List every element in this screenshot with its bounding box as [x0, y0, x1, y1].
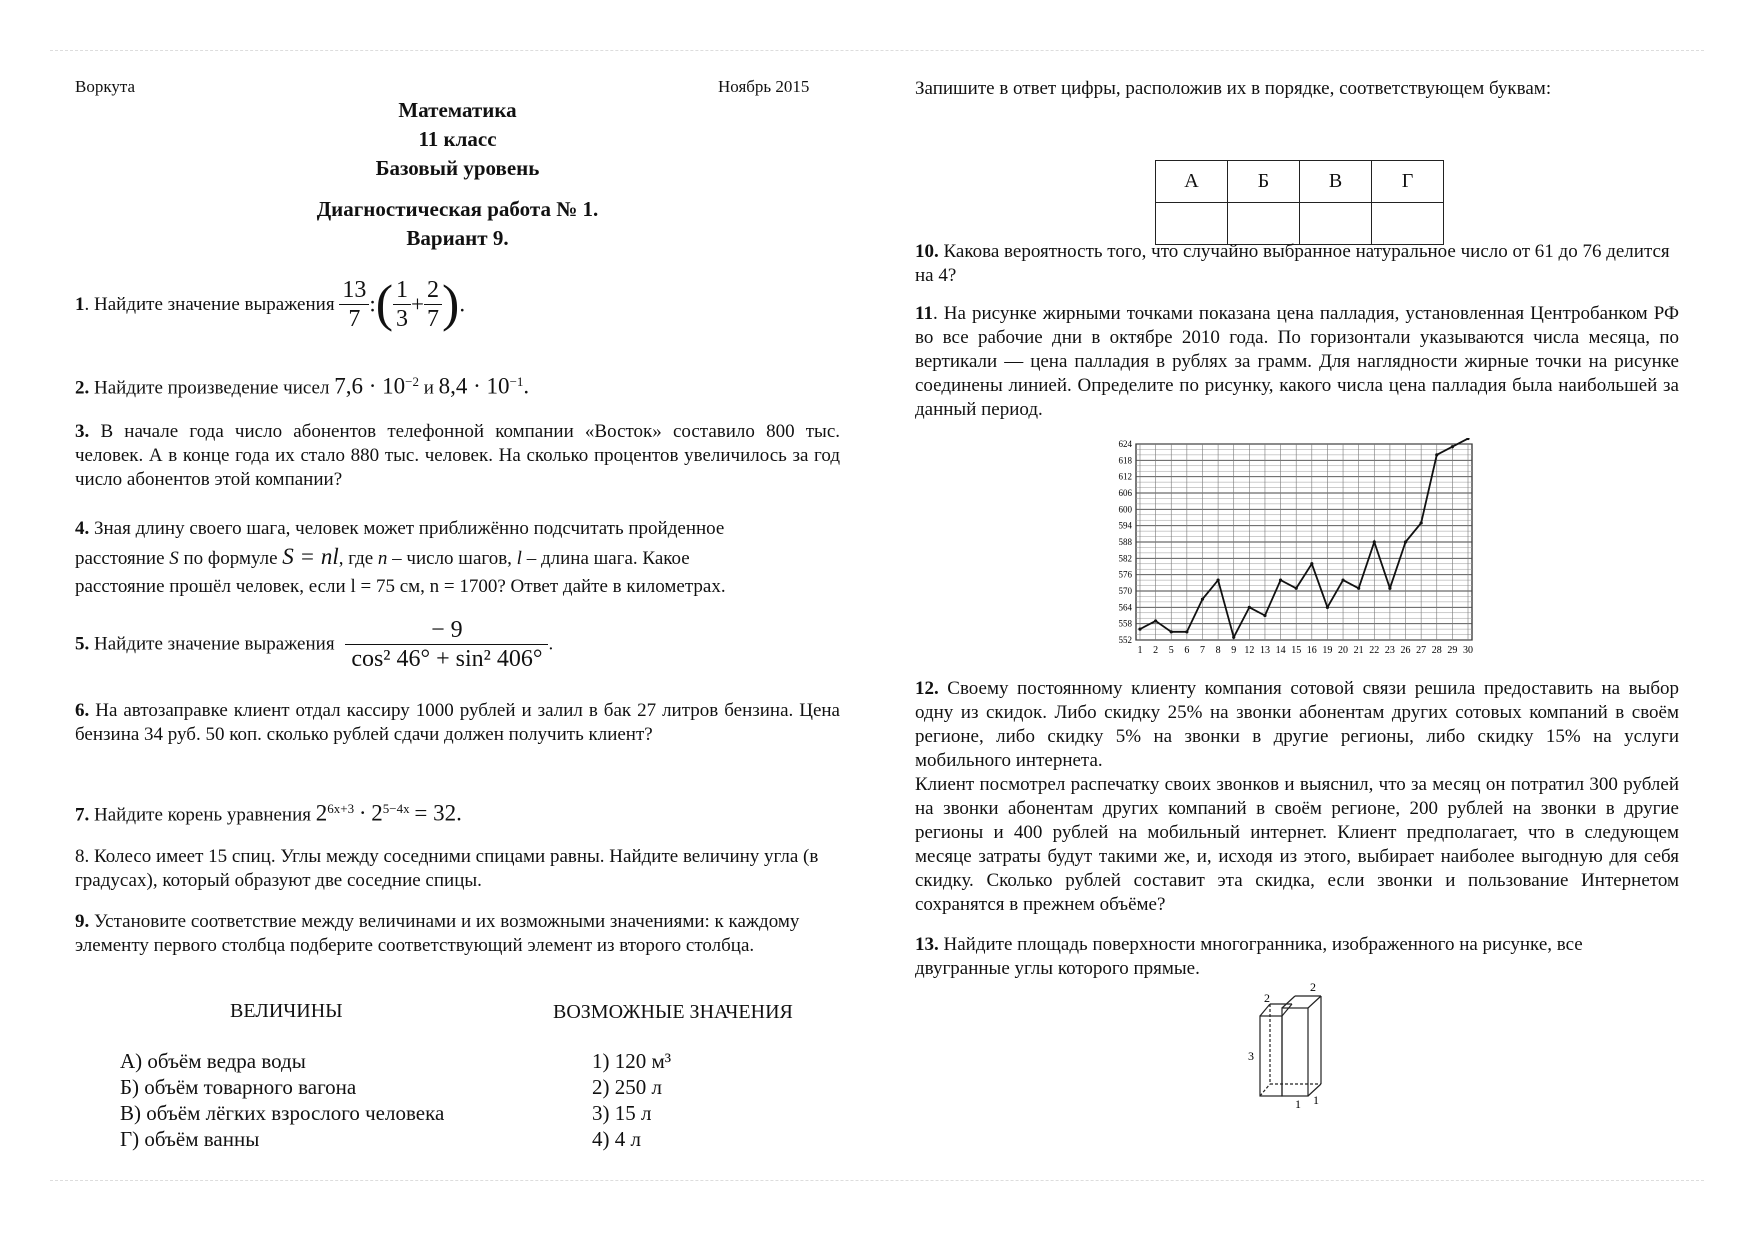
q1-fraction-3: $\frac{2}{7}$	[424, 276, 442, 333]
subject-title: Математика	[398, 98, 517, 122]
q5-fraction: $\frac{- 9}{\text{cos² 46° + sin² 406°}}$	[345, 616, 548, 673]
chart-data-point	[1357, 587, 1360, 590]
chart-y-tick-label: 594	[1118, 520, 1132, 531]
q9-value: 2) 250 л	[592, 1075, 662, 1099]
chart-data-point	[1232, 636, 1235, 639]
q9-item: В) объём лёгких взрослого человека	[120, 1101, 445, 1125]
chart-data-point	[1248, 606, 1251, 609]
chart-data-point	[1310, 562, 1313, 565]
q1-number: 1	[75, 293, 85, 315]
answer-table-header: А	[1156, 161, 1228, 203]
chart-data-point	[1263, 614, 1266, 617]
chart-y-tick-label: 570	[1118, 586, 1132, 596]
figure-label: 1	[1295, 1097, 1301, 1110]
chart-data-point	[1138, 628, 1141, 631]
q9-item: А) объём ведра воды	[120, 1049, 306, 1073]
chart-y-tick-label: 606	[1118, 488, 1132, 498]
q2-number: 2.	[75, 377, 90, 399]
chart-x-tick-label: 7	[1199, 645, 1205, 656]
chart-y-tick-label: 582	[1118, 553, 1132, 564]
q9-col2-header: ВОЗМОЖНЫЕ ЗНАЧЕНИЯ	[553, 1001, 793, 1023]
chart-y-tick-label: 588	[1118, 537, 1132, 547]
chart-data-point	[1404, 540, 1407, 543]
chart-data-point	[1216, 579, 1219, 582]
question-9: 9. Установите соответствие между величинами и их возможными значениями: к каждому элементу первого столбца подберите соответствующий элемент из второго столбца.	[75, 911, 800, 956]
figure-label: 1	[1313, 1093, 1319, 1107]
chart-data-point	[1201, 598, 1204, 601]
chart-data-point	[1170, 630, 1173, 633]
q9-values	[592, 1048, 671, 1152]
chart-y-tick-label: 552	[1118, 635, 1132, 645]
question-13: 13. Найдите площадь поверхности многогранника, изображенного на рисунке, все двугранные углы которого прямые.	[915, 934, 1583, 979]
chart-data-point	[1326, 606, 1329, 609]
question-5: 5. Найдите значение выражения $\frac{- 9}{\text{cos² 46° + sin² 406°}}$ .	[75, 617, 554, 672]
chart-y-tick-label: 558	[1118, 618, 1132, 629]
level-title: Базовый уровень	[375, 156, 540, 180]
question-10: 10. Какова вероятность того, что случайно выбранное натуральное число от 61 до 76 делится на 4?	[915, 241, 1670, 286]
chart-data-point	[1451, 445, 1454, 448]
q9-col1-header: ВЕЛИЧИНЫ	[230, 1000, 343, 1022]
q1-fraction-2: $\frac{1}{3}$	[393, 276, 411, 333]
answer-cell[interactable]	[1372, 203, 1444, 245]
q4-formula: S = nl	[282, 544, 339, 569]
chart-y-tick-label: 624	[1118, 439, 1132, 449]
question-12: 12. Своему постоянному клиенту компания сотовой связи решила предоставить на выбор одну из скидок. Либо скидку 25% на звонки абонентам других сотовых компаний в своём регионе, либо скидку 5% на звонки в другие регионы, либо скидку 15% на услуги мобильного интернета. Клиент посмотрел распечатку своих звонков и выяснил, что за месяц он потратил 300 рублей на звонки абонентам других компаний в своём регионе, 200 рублей на звонки в другие регионы и 400 рублей на мобильный интернет. Клиент предполагает, что в следующем месяце затраты будут такими же, и, исходя из этого, выбирает наиболее выгодную для себя скидку. Сколько рублей составит эта скидка, если звонки и пользование Интернетом сохранятся в прежнем объёме?	[915, 678, 1679, 915]
q9-value: 4) 4 л	[592, 1127, 641, 1151]
chart-x-tick-label: 30	[1463, 645, 1473, 656]
answer-table-header: Г	[1372, 161, 1444, 203]
chart-data-point	[1295, 587, 1298, 590]
answer-cell[interactable]	[1300, 203, 1372, 245]
question-7: 7. Найдите корень уравнения $2^{6x+3} \cdot 2^{5-4x} = 32$.	[75, 800, 462, 826]
chart-x-tick-label: 12	[1244, 645, 1255, 656]
palladium-price-chart	[1095, 438, 1485, 658]
chart-x-tick-label: 8	[1215, 645, 1221, 656]
figure-label: 2	[1310, 980, 1316, 994]
chart-x-tick-label: 27	[1416, 645, 1427, 656]
title-block	[75, 96, 840, 253]
chart-data-point	[1388, 587, 1391, 590]
grade-title: 11 класс	[418, 127, 497, 151]
chart-x-tick-label: 28	[1431, 645, 1442, 656]
chart-y-tick-label: 618	[1118, 455, 1132, 466]
chart-data-point	[1373, 540, 1376, 543]
question-3: 3. В начале года число абонентов телефонной компании «Восток» составило 800 тыс. человек. А в конце года их стало 880 тыс. человек. На сколько процентов увеличилось за год число абонентов этой компании?	[75, 421, 841, 490]
chart-x-tick-label: 23	[1384, 645, 1395, 656]
chart-data-point	[1185, 630, 1188, 633]
q9-item: Г) объём ванны	[120, 1127, 260, 1151]
q3-text: В начале года число абонентов телефонной компании «Восток» составило 800 тыс. человек. А в конце года их стало 880 тыс. человек. На сколько процентов увеличилось за год число абонентов этой компании?	[75, 421, 841, 490]
variant-title: Вариант 9.	[406, 226, 509, 250]
chart-data-point	[1420, 521, 1423, 524]
chart-y-tick-label: 576	[1118, 569, 1132, 580]
chart-x-tick-label: 1	[1137, 645, 1143, 656]
q9-items	[120, 1048, 444, 1152]
chart-x-tick-label: 6	[1184, 645, 1190, 656]
question-6: 6. На автозаправке клиент отдал кассиру 1000 рублей и залил в бак 27 литров бензина. Цена бензина 34 руб. 50 коп. сколько рублей сдачи должен получить клиент?	[75, 700, 840, 745]
chart-x-tick-label: 19	[1322, 645, 1333, 656]
chart-x-tick-label: 22	[1369, 645, 1380, 656]
chart-x-tick-label: 16	[1306, 645, 1317, 656]
answer-table	[1155, 160, 1444, 245]
answer-cell[interactable]	[1156, 203, 1228, 245]
chart-x-tick-label: 13	[1259, 645, 1270, 656]
question-11: 11. На рисунке жирными точками показана цена палладия, установленная Центробанком РФ во все рабочие дни в октябре 2010 года. По горизонтали указываются числа месяца, по вертикали — цена палладия в рублях за грамм. Для наглядности жирные точки на рисунке соединены линией. Определите по рисунку, какого числа цена палладия была наибольшей за данный период.	[915, 303, 1679, 420]
question-4: 4. Зная длину своего шага, человек может приближённо подсчитать пройденное расстояние S по формуле S = nl, где n – число шагов, l – длина шага. Какое расстояние прошёл человек, если l = 75 см, n = 1700? Ответ дайте в километрах.	[75, 518, 726, 597]
q1-fraction-1: $\frac{13}{7}$	[339, 276, 369, 333]
chart-x-tick-label: 26	[1400, 645, 1411, 656]
q9-value: 1) 120 м³	[592, 1049, 672, 1073]
figure-label: 3	[1248, 1049, 1254, 1063]
header-city: Воркута	[75, 77, 136, 96]
chart-x-tick-label: 9	[1231, 645, 1237, 656]
chart-x-tick-label: 2	[1153, 645, 1159, 656]
chart-x-tick-label: 5	[1168, 645, 1174, 656]
q2-number-a: 7,6 · 10	[334, 373, 406, 399]
answer-table-header: Б	[1228, 161, 1300, 203]
q2-text: Найдите произведение чисел	[94, 377, 330, 399]
polyhedron-figure	[1240, 980, 1350, 1110]
q2-number-b: 8,4 · 10	[438, 373, 510, 399]
q9-item: Б) объём товарного вагона	[120, 1075, 357, 1099]
work-title: Диагностическая работа № 1.	[316, 197, 599, 221]
answer-table-header: В	[1300, 161, 1372, 203]
chart-x-tick-label: 15	[1291, 645, 1302, 656]
chart-y-tick-label: 600	[1118, 504, 1132, 515]
chart-y-tick-label: 612	[1118, 471, 1132, 482]
question-2: 2. Найдите произведение чисел $7,6 \cdot 10^{-2}$ и $8,4 \cdot 10^{-1}$.	[75, 373, 530, 399]
q1-text: . Найдите значение выражения	[84, 293, 335, 315]
chart-data-point	[1279, 579, 1282, 582]
header-date: Ноябрь 2015	[718, 77, 810, 96]
question-8: 8. Колесо имеет 15 спиц. Углы между соседними спицами равны. Найдите величину угла (в градусах), который образуют две соседние спицы.	[75, 846, 819, 891]
figure-label: 2	[1264, 991, 1270, 1005]
answer-instruction: Запишите в ответ цифры, расположив их в порядке, соответствующем буквам:	[915, 78, 1552, 99]
chart-x-tick-label: 21	[1353, 645, 1364, 656]
chart-y-tick-label: 564	[1118, 602, 1132, 613]
question-1: 1. Найдите значение выражения $\frac{13}{7}$ :( $\frac{1}{3}$ + $\frac{2}{7}$ ).	[75, 275, 466, 333]
chart-x-tick-label: 29	[1447, 645, 1458, 656]
chart-x-tick-label: 20	[1338, 645, 1349, 656]
q9-value: 3) 15 л	[592, 1101, 652, 1125]
chart-x-tick-label: 14	[1275, 645, 1286, 656]
answer-cell[interactable]	[1228, 203, 1300, 245]
chart-data-point	[1154, 619, 1157, 622]
chart-data-point	[1435, 453, 1438, 456]
chart-data-point	[1341, 579, 1344, 582]
